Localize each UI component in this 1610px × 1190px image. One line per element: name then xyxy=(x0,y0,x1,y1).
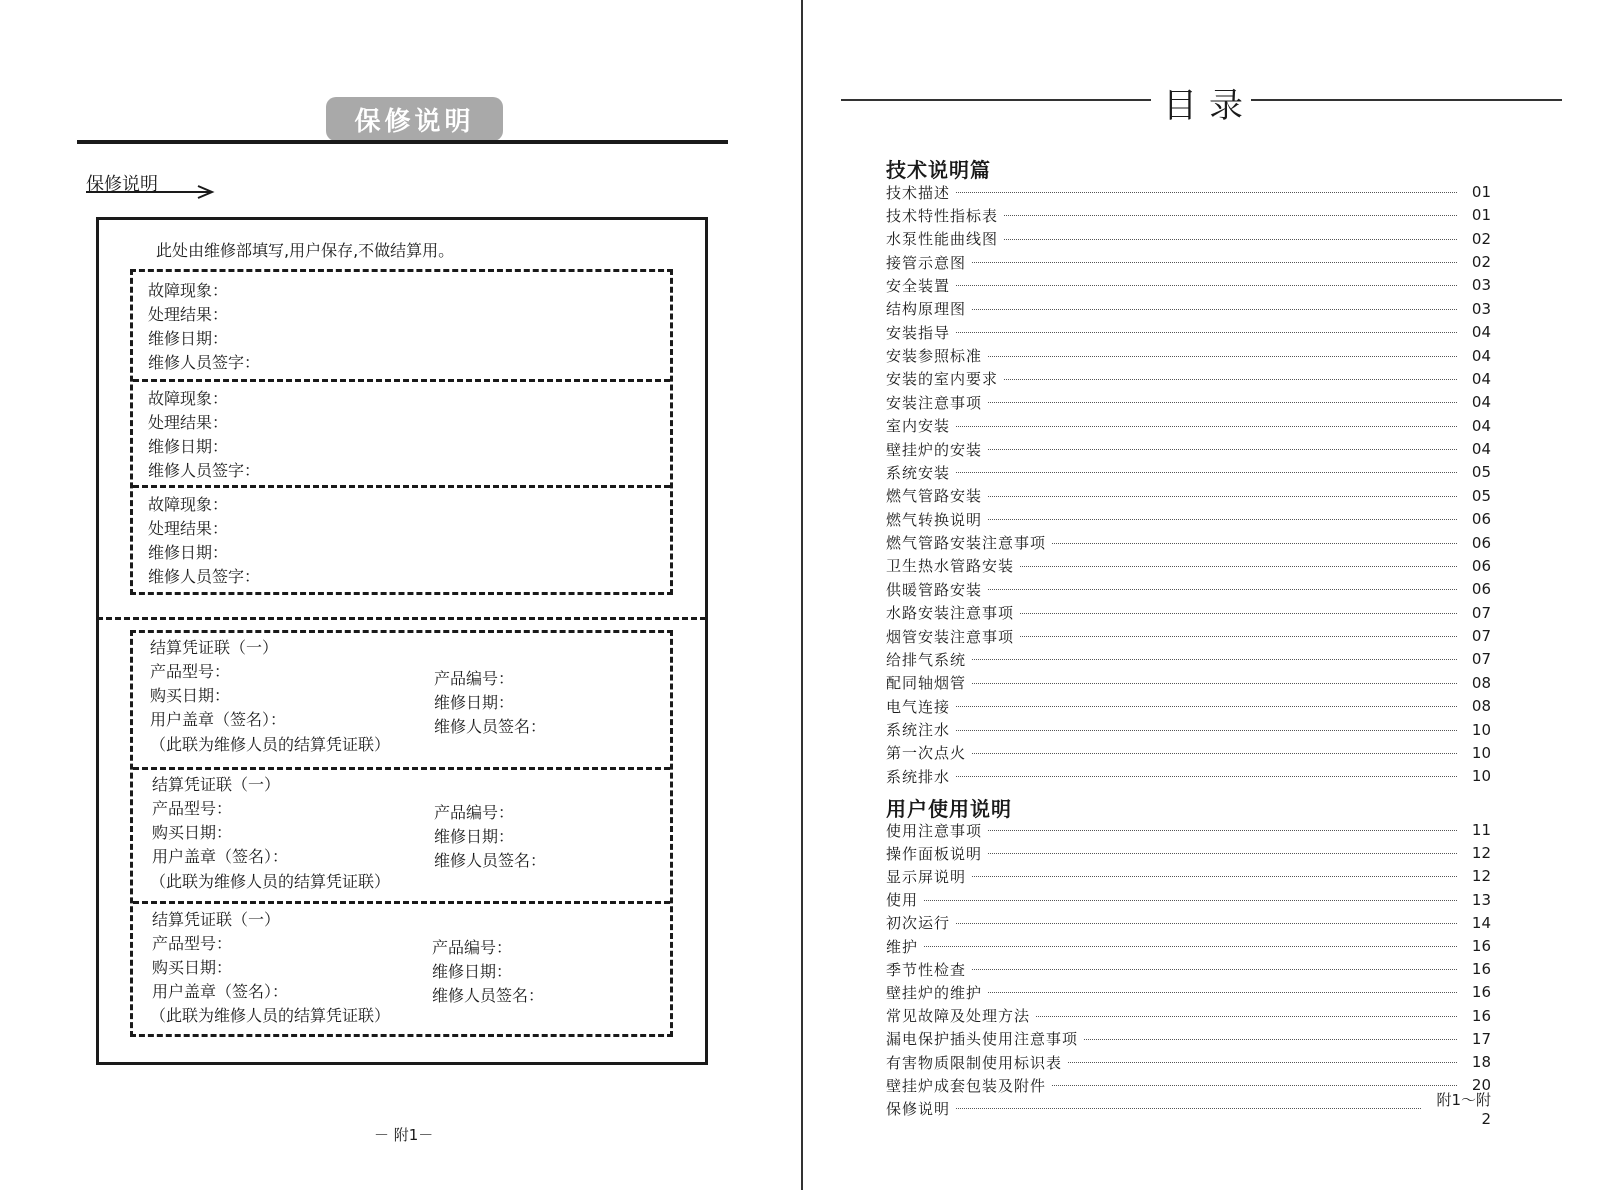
toc-leader-dots xyxy=(956,775,1457,777)
fault-field: 故障现象： xyxy=(148,495,229,514)
repair-date-field: 维修日期： xyxy=(148,329,229,348)
toc-entry[interactable] xyxy=(886,438,1495,460)
toc-leader-dots xyxy=(1004,214,1457,216)
toc-entry-label: 技术描述 xyxy=(886,183,951,202)
toc-entry[interactable] xyxy=(886,765,1495,787)
toc-leader-dots xyxy=(956,331,1457,333)
toc-entry[interactable] xyxy=(886,298,1495,320)
title-rule-left xyxy=(841,99,1151,101)
toc-leader-dots xyxy=(988,495,1457,497)
technician-signature-field: 维修人员签字： xyxy=(148,567,261,586)
toc-entry-label: 燃气转换说明 xyxy=(886,510,983,529)
toc-entry-page: 06 xyxy=(1471,556,1491,575)
left-page xyxy=(0,0,803,1190)
toc-entry-page: 01 xyxy=(1471,206,1491,225)
toc-entry-page: 06 xyxy=(1471,580,1491,599)
repair-date-field: 维修日期： xyxy=(434,693,515,712)
toc-leader-dots xyxy=(1004,238,1457,240)
toc-leader-dots xyxy=(1020,565,1457,567)
toc-entry-page: 12 xyxy=(1471,867,1491,886)
toc-leader-dots xyxy=(988,518,1457,520)
toc-entry-page: 13 xyxy=(1471,890,1491,909)
toc-entry-page: 04 xyxy=(1471,346,1491,365)
warranty-banner: 保修说明 xyxy=(326,97,503,141)
user-stamp-field: 用户盖章（签名）： xyxy=(152,847,289,866)
toc-entry[interactable] xyxy=(886,695,1495,717)
toc-entry[interactable] xyxy=(886,958,1495,980)
toc-leader-dots xyxy=(972,658,1457,660)
toc-entry-page: 08 xyxy=(1471,697,1491,716)
product-model-field: 产品型号： xyxy=(150,662,231,681)
toc-entry-label: 系统安装 xyxy=(886,463,951,482)
toc-entry-page: 06 xyxy=(1471,533,1491,552)
toc-entry-label: 电气连接 xyxy=(886,697,951,716)
toc-entry[interactable] xyxy=(886,368,1495,390)
toc-entry-label: 保修说明 xyxy=(886,1099,951,1118)
purchase-date-field: 购买日期： xyxy=(152,958,233,977)
toc-leader-dots xyxy=(1036,1015,1457,1017)
product-number-field: 产品编号： xyxy=(434,803,515,822)
toc-entry-label: 操作面板说明 xyxy=(886,844,983,863)
arrow-right-icon xyxy=(86,184,216,200)
toc-leader-dots xyxy=(956,922,1457,924)
product-number-field: 产品编号： xyxy=(432,938,513,957)
toc-leader-dots xyxy=(988,401,1457,403)
technician-signature-field: 维修人员签字： xyxy=(148,353,261,372)
toc-entry[interactable] xyxy=(886,251,1495,273)
settlement-vouchers-box xyxy=(130,630,673,1037)
toc-entry[interactable] xyxy=(886,415,1495,437)
repair-record xyxy=(133,272,670,379)
toc-entry-page: 05 xyxy=(1471,486,1491,505)
toc-entry[interactable] xyxy=(886,1005,1495,1027)
voucher-title: 结算凭证联（一） xyxy=(152,910,281,929)
toc-entry-page: 10 xyxy=(1471,720,1491,739)
toc-entry[interactable] xyxy=(886,819,1495,841)
toc-leader-dots xyxy=(972,752,1457,754)
toc-leader-dots xyxy=(924,945,1457,947)
toc-entry[interactable] xyxy=(886,981,1495,1003)
toc-entry[interactable] xyxy=(886,508,1495,530)
toc-entry-page: 附1～附2 xyxy=(1436,1090,1491,1128)
toc-entry-label: 安全装置 xyxy=(886,276,951,295)
fault-field: 故障现象： xyxy=(148,389,229,408)
repair-date-field: 维修日期： xyxy=(432,962,513,981)
toc-entry[interactable] xyxy=(886,321,1495,343)
toc-entry-label: 给排气系统 xyxy=(886,650,967,669)
purchase-date-field: 购买日期： xyxy=(152,823,233,842)
technician-signature-field: 维修人员签名： xyxy=(434,851,547,870)
toc-entry-label: 壁挂炉成套包装及附件 xyxy=(886,1076,1047,1095)
toc-entry-label: 燃气管路安装注意事项 xyxy=(886,534,1047,553)
toc-leader-dots xyxy=(972,875,1457,877)
toc-entry-page: 11 xyxy=(1471,821,1491,839)
toc-leader-dots xyxy=(972,682,1457,684)
toc-entry[interactable] xyxy=(886,719,1495,741)
toc-entry-page: 03 xyxy=(1471,299,1491,318)
toc-entry-label: 水路安装注意事项 xyxy=(886,604,1015,623)
toc-entry-label: 安装参照标准 xyxy=(886,347,983,366)
toc-section-heading: 技术说明篇 xyxy=(886,158,991,182)
warranty-subhead: 保修说明 xyxy=(86,174,158,195)
toc-entry-label: 使用 xyxy=(886,891,919,910)
toc-leader-dots xyxy=(1020,635,1457,637)
toc-leader-dots xyxy=(1052,1084,1457,1086)
repair-date-field: 维修日期： xyxy=(434,827,515,846)
toc-entry[interactable] xyxy=(886,912,1495,934)
toc-entry[interactable] xyxy=(886,204,1495,226)
toc-entry[interactable] xyxy=(886,602,1495,624)
toc-entry-label: 配同轴烟管 xyxy=(886,674,967,693)
toc-leader-dots xyxy=(972,308,1457,310)
form-note: 此处由维修部填写,用户保存,不做结算用。 xyxy=(156,241,455,260)
toc-entry-page: 05 xyxy=(1471,463,1491,482)
technician-signature-field: 维修人员签名： xyxy=(432,986,545,1005)
toc-entry[interactable] xyxy=(886,228,1495,250)
toc-leader-dots xyxy=(956,705,1457,707)
toc-entry-label: 水泵性能曲线图 xyxy=(886,230,999,249)
repair-date-field: 维修日期： xyxy=(148,543,229,562)
toc-entry-label: 系统排水 xyxy=(886,767,951,786)
technician-signature-field: 维修人员签字： xyxy=(148,461,261,480)
toc-entry-page: 02 xyxy=(1471,229,1491,248)
toc-entry-label: 常见故障及处理方法 xyxy=(886,1007,1031,1026)
cut-line xyxy=(97,617,706,620)
toc-entry-page: 04 xyxy=(1471,416,1491,435)
repair-record xyxy=(133,379,670,488)
toc-entry-page: 18 xyxy=(1471,1053,1491,1071)
toc-entry-label: 燃气管路安装 xyxy=(886,487,983,506)
user-stamp-field: 用户盖章（签名）： xyxy=(152,982,289,1001)
user-stamp-field: 用户盖章（签名）： xyxy=(150,710,287,729)
toc-entry-page: 17 xyxy=(1471,1029,1491,1048)
toc-entry-page: 07 xyxy=(1471,603,1491,622)
toc-title: 目录 xyxy=(1163,86,1255,126)
toc-leader-dots xyxy=(988,588,1457,590)
toc-entry-page: 16 xyxy=(1471,960,1491,979)
toc-leader-dots xyxy=(1052,542,1457,544)
toc-entry-label: 室内安装 xyxy=(886,417,951,436)
toc-entry[interactable] xyxy=(886,1074,1495,1096)
toc-leader-dots xyxy=(972,261,1457,263)
toc-entry-page: 02 xyxy=(1471,253,1491,272)
toc-leader-dots xyxy=(988,355,1457,357)
toc-entry[interactable] xyxy=(886,935,1495,957)
toc-entry-label: 结构原理图 xyxy=(886,300,967,319)
toc-entry-label: 接管示意图 xyxy=(886,253,967,272)
toc-entry-label: 壁挂炉的维护 xyxy=(886,983,983,1002)
product-model-field: 产品型号： xyxy=(152,799,233,818)
toc-entry[interactable] xyxy=(886,889,1495,911)
toc-leader-dots xyxy=(988,991,1457,993)
toc-entry-page: 12 xyxy=(1471,844,1491,863)
toc-entry[interactable] xyxy=(886,578,1495,600)
toc-entry-label: 技术特性指标表 xyxy=(886,206,999,225)
banner-rule xyxy=(77,140,728,144)
fault-field: 故障现象： xyxy=(148,281,229,300)
voucher-note: （此联为维修人员的结算凭证联） xyxy=(150,1006,391,1025)
toc-entry[interactable] xyxy=(886,865,1495,887)
toc-entry-label: 烟管安装注意事项 xyxy=(886,627,1015,646)
toc-entry-label: 使用注意事项 xyxy=(886,821,983,840)
toc-entry-label: 初次运行 xyxy=(886,914,951,933)
toc-entry[interactable] xyxy=(886,461,1495,483)
toc-entry-page: 16 xyxy=(1471,983,1491,1002)
toc-entry-page: 07 xyxy=(1471,650,1491,669)
toc-entry[interactable] xyxy=(886,345,1495,367)
toc-leader-dots xyxy=(1004,378,1457,380)
toc-entry[interactable] xyxy=(886,555,1495,577)
toc-entry-page: 16 xyxy=(1471,937,1491,955)
toc-entry-page: 07 xyxy=(1471,627,1491,646)
purchase-date-field: 购买日期： xyxy=(150,686,231,705)
voucher-note: （此联为维修人员的结算凭证联） xyxy=(150,735,391,754)
toc-entry-page: 03 xyxy=(1471,276,1491,295)
result-field: 处理结果： xyxy=(148,519,229,538)
toc-entry-page: 04 xyxy=(1471,440,1491,459)
toc-leader-dots xyxy=(1068,1061,1457,1063)
voucher-title: 结算凭证联（一） xyxy=(152,775,281,794)
toc-entry-page: 10 xyxy=(1471,767,1491,786)
toc-leader-dots xyxy=(956,191,1457,193)
toc-leader-dots xyxy=(956,471,1457,473)
voucher-note: （此联为维修人员的结算凭证联） xyxy=(150,872,391,891)
toc-entry-label: 维护 xyxy=(886,937,919,956)
repair-records-box xyxy=(130,269,673,595)
toc-entry[interactable] xyxy=(886,842,1495,864)
toc-entry[interactable] xyxy=(886,181,1495,203)
toc-leader-dots xyxy=(988,448,1457,450)
toc-entry[interactable] xyxy=(886,1028,1495,1050)
product-number-field: 产品编号： xyxy=(434,669,515,688)
toc-entry-page: 04 xyxy=(1471,369,1491,388)
repair-record xyxy=(133,485,670,595)
toc-entry[interactable] xyxy=(886,1051,1495,1073)
settlement-voucher xyxy=(133,633,670,767)
toc-entry-label: 季节性检查 xyxy=(886,960,967,979)
product-model-field: 产品型号： xyxy=(152,934,233,953)
repair-date-field: 维修日期： xyxy=(148,437,229,456)
toc-entry-label: 安装注意事项 xyxy=(886,393,983,412)
toc-entry-label: 卫生热水管路安装 xyxy=(886,557,1015,576)
toc-leader-dots xyxy=(988,829,1457,831)
toc-entry-page: 04 xyxy=(1471,323,1491,342)
technician-signature-field: 维修人员签名： xyxy=(434,717,547,736)
toc-entry[interactable] xyxy=(886,625,1495,647)
toc-entry-page: 16 xyxy=(1471,1006,1491,1025)
toc-leader-dots xyxy=(956,729,1457,731)
toc-entry-label: 安装的室内要求 xyxy=(886,370,999,389)
toc-entry-page: 14 xyxy=(1471,913,1491,932)
toc-entry-label: 安装指导 xyxy=(886,323,951,342)
voucher-title: 结算凭证联（一） xyxy=(150,638,279,657)
toc-entry-label: 有害物质限制使用标识表 xyxy=(886,1053,1063,1072)
toc-entry[interactable] xyxy=(886,485,1495,507)
toc-leader-dots xyxy=(988,852,1457,854)
toc-section-heading: 用户使用说明 xyxy=(886,797,1012,821)
page-number: － 附1－ xyxy=(374,1126,434,1144)
toc-entry-label: 供暖管路安装 xyxy=(886,580,983,599)
toc-entry[interactable] xyxy=(886,648,1495,670)
toc-entry-label: 壁挂炉的安装 xyxy=(886,440,983,459)
toc-entry-page: 20 xyxy=(1471,1076,1491,1095)
toc-entry-label: 漏电保护插头使用注意事项 xyxy=(886,1030,1079,1049)
toc-entry-page: 01 xyxy=(1471,183,1491,201)
toc-entry-label: 显示屏说明 xyxy=(886,867,967,886)
toc-leader-dots xyxy=(1084,1038,1457,1040)
toc-entry-label: 第一次点火 xyxy=(886,744,967,763)
title-rule-right xyxy=(1251,99,1562,101)
toc-entry-label: 系统注水 xyxy=(886,721,951,739)
toc-leader-dots xyxy=(1020,612,1457,614)
settlement-voucher xyxy=(133,767,670,904)
toc-entry-page: 06 xyxy=(1471,510,1491,529)
toc-entry[interactable] xyxy=(886,742,1495,764)
toc-leader-dots xyxy=(956,284,1457,286)
toc-leader-dots xyxy=(956,425,1457,427)
toc-entry[interactable] xyxy=(886,672,1495,694)
toc-entry-page: 08 xyxy=(1471,673,1491,692)
result-field: 处理结果： xyxy=(148,305,229,324)
toc-entry-page: 10 xyxy=(1471,743,1491,762)
toc-leader-dots xyxy=(956,1107,1421,1109)
settlement-voucher xyxy=(133,901,670,1037)
toc-entry[interactable] xyxy=(886,1090,1495,1128)
toc-entry-page: 04 xyxy=(1471,393,1491,412)
toc-leader-dots xyxy=(924,899,1457,901)
toc-entry[interactable] xyxy=(886,274,1495,296)
toc-entry[interactable] xyxy=(886,532,1495,554)
toc-entry[interactable] xyxy=(886,391,1495,413)
toc-leader-dots xyxy=(972,968,1457,970)
result-field: 处理结果： xyxy=(148,413,229,432)
